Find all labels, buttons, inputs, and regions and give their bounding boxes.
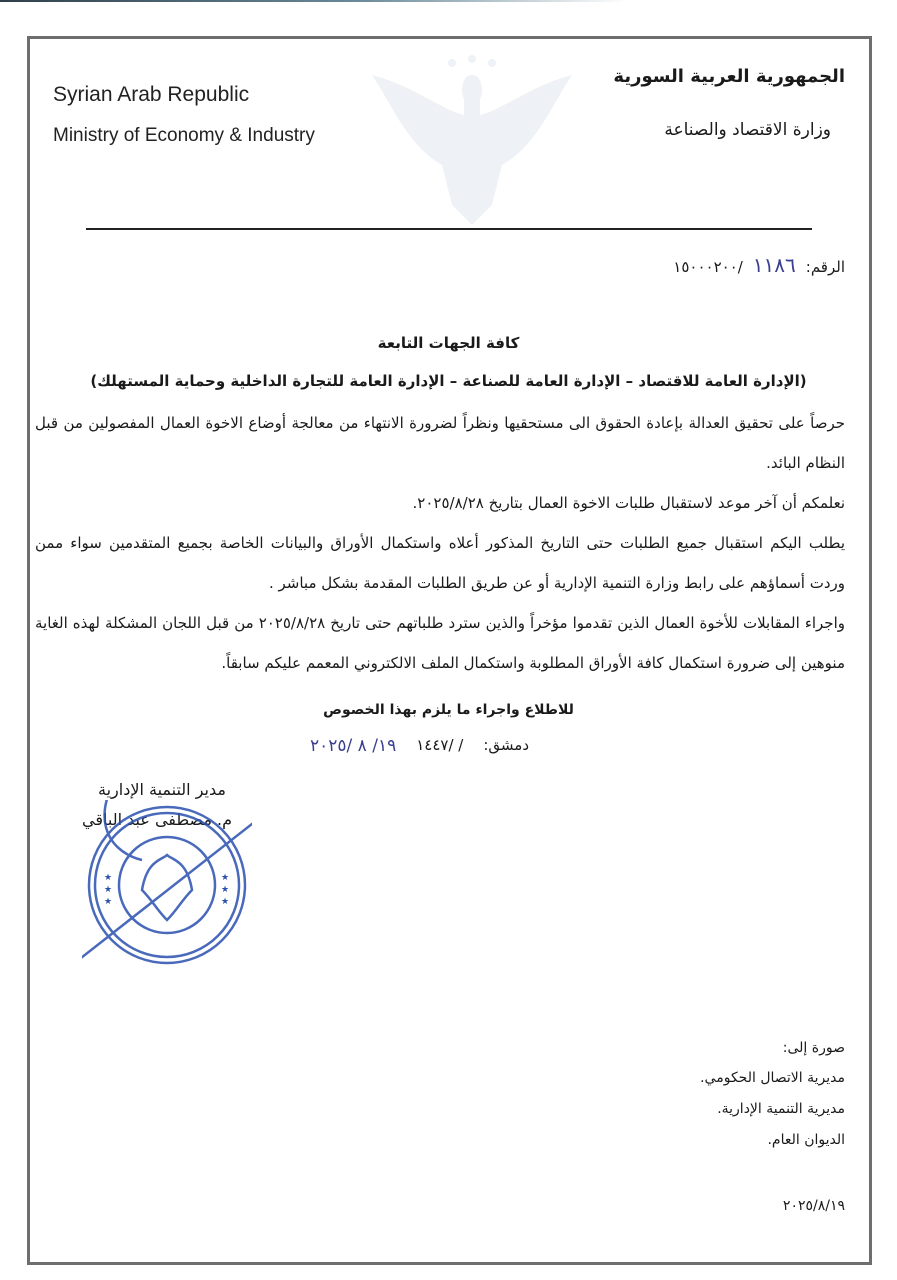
reference-label: الرقم: — [805, 258, 845, 276]
svg-text:★: ★ — [221, 885, 230, 895]
header-country-en: Syrian Arab Republic — [53, 83, 250, 106]
body-paragraph-4: واجراء المقابلات للأخوة العمال الذين تقدموا مؤخراً والذين سترد طلباتهم حتى تاريخ ٢٠٢٥/٨/٢٨ من قبل اللجان المشكلة لهذه الغاية منوهين إلى ضرورة استكمال كافة الأوراق المطلوبة واستكمال الملف الالكتروني المعمم عليكم سابقاً. — [35, 614, 845, 672]
svg-text:★: ★ — [104, 897, 113, 907]
header-divider — [86, 228, 812, 230]
body-paragraph-1: حرصاً على تحقيق العدالة بإعادة الحقوق الى مستحقيها ونظراً لضرورة الانتهاء من معالجة أوضاع الاخوة العمال المفصولين من قبل النظام البائد. — [35, 414, 845, 472]
body-paragraph-3: يطلب اليكم استقبال جميع الطلبات حتى التاريخ المذكور أعلاه واستكمال الأوراق والبيانات الخاصة بجميع المتقدمين سواء ممن وردت أسماؤهم على رابط وزارة التنمية الإدارية أو عن طريق الطلبات المقدمة بشكل مباشر . — [35, 534, 845, 592]
copy-recipient: مديرية التنمية الإدارية. — [717, 1101, 845, 1117]
signatory-name: م. مصطفى عبد الباقي — [82, 810, 233, 829]
date-line — [310, 736, 529, 756]
reference-handwritten: ١١٨٦ — [752, 253, 796, 277]
date-hijri: / /١٤٤٧ — [416, 736, 464, 754]
body-paragraph-2: نعلمكم أن آخر موعد لاستقبال طلبات الاخوة العمال بتاريخ ٢٠٢٥/٨/٢٨. — [412, 494, 845, 512]
copy-recipient: الديوان العام. — [767, 1132, 845, 1148]
eagle-emblem-icon — [352, 55, 592, 230]
date-gregorian: ١٩/ ٨ /٢٠٢٥ — [310, 736, 397, 756]
footer-date: ٢٠٢٥/٨/١٩ — [782, 1198, 845, 1214]
scan-edge — [0, 0, 897, 2]
copy-recipient: مديرية الاتصال الحكومي. — [700, 1070, 845, 1086]
header-ministry-ar: وزارة الاقتصاد والصناعة — [664, 120, 831, 140]
addressee-title: كافة الجهات التابعة — [377, 334, 520, 352]
reference-suffix: /١٥٠٠٠٢٠٠ — [673, 258, 743, 276]
svg-text:★: ★ — [221, 873, 230, 883]
closing-line: للاطلاع واجراء ما يلزم بهذا الخصوص — [323, 702, 574, 718]
svg-text:★: ★ — [104, 885, 113, 895]
date-label: دمشق: — [483, 736, 530, 754]
header-ministry-en: Ministry of Economy & Industry — [53, 125, 315, 146]
svg-text:★: ★ — [221, 897, 230, 907]
reference-number — [673, 253, 845, 277]
copies-heading: صورة إلى: — [782, 1040, 845, 1056]
official-stamp-icon — [82, 800, 252, 970]
addressee-subtitle: (الإدارة العامة للاقتصاد – الإدارة العامة للصناعة – الإدارة العامة للتجارة الداخلية وحماية المستهلك) — [90, 372, 807, 390]
header-country-ar: الجمهورية العربية السورية — [613, 66, 845, 87]
svg-text:★: ★ — [104, 873, 113, 883]
signatory-title: مدير التنمية الإدارية — [98, 780, 226, 799]
